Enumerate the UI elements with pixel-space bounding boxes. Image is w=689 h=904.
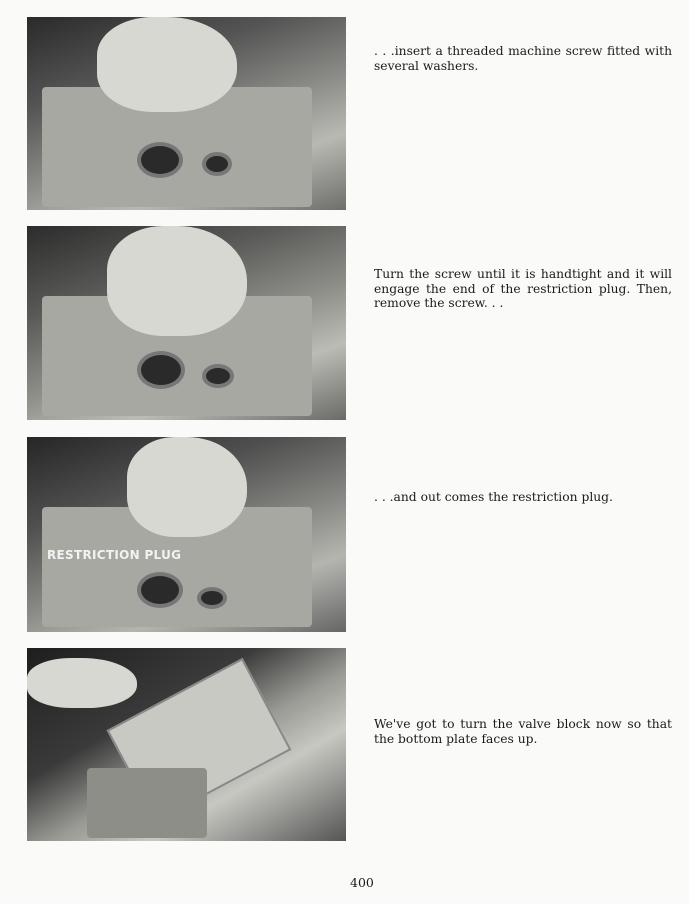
restriction-plug-label: RESTRICTION PLUG — [47, 548, 182, 562]
page-number: 400 — [350, 875, 374, 890]
bore-hole — [202, 364, 234, 388]
caption-1: . . .insert a threaded machine screw fitted with several washers. — [374, 44, 672, 73]
bore-hole — [137, 142, 183, 178]
photo-turn-screw — [27, 226, 346, 420]
bore-hole — [137, 572, 183, 608]
hand — [127, 437, 247, 537]
photo-turn-valve-block — [27, 648, 346, 841]
caption-4: We've got to turn the valve block now so that the bottom plate faces up. — [374, 717, 672, 746]
hand — [27, 658, 137, 708]
caption-3: . . .and out comes the restriction plug. — [374, 490, 613, 504]
photo-restriction-plug — [27, 437, 346, 632]
bore-hole — [197, 587, 227, 609]
hand — [97, 17, 237, 112]
valve-block — [87, 768, 207, 838]
bore-hole — [137, 351, 185, 389]
caption-2: Turn the screw until it is handtight and it will engage the end of the restriction plug. Then, remove the screw. . . — [374, 267, 672, 310]
bore-hole — [202, 152, 232, 176]
hand — [107, 226, 247, 336]
photo-insert-screw — [27, 17, 346, 210]
